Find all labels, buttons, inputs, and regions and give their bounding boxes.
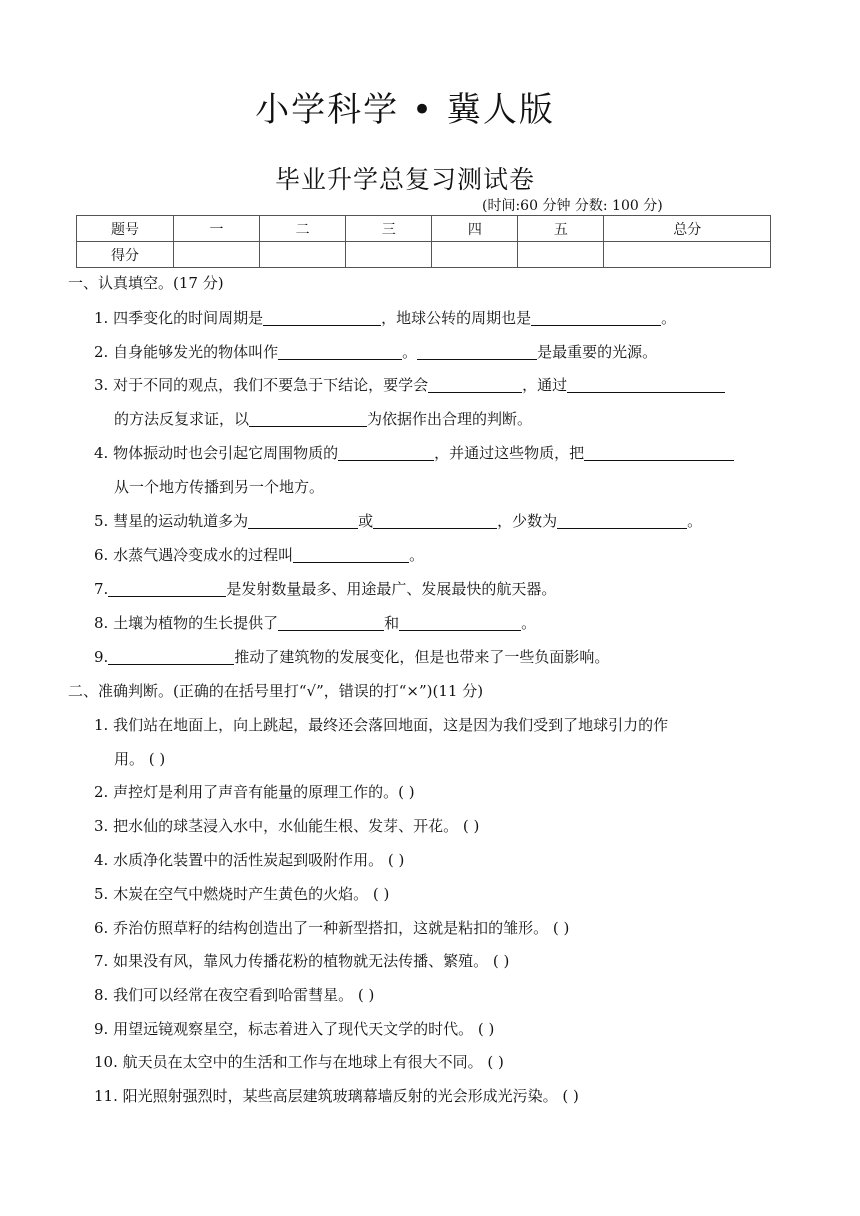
answer-blank[interactable] [248, 512, 358, 529]
answer-blank[interactable] [417, 343, 537, 360]
answer-blank[interactable] [278, 614, 384, 631]
score-table-header-row [77, 216, 771, 242]
score-cell[interactable] [346, 242, 432, 268]
judge-question: 9. 用望远镜观察星空，标志着进入了现代天文学的时代。 ( ) [94, 1020, 495, 1038]
question-text: ，地球公转的周期也是 [381, 309, 532, 327]
question-text: 7. [94, 580, 109, 598]
question-text: 。 [409, 546, 425, 564]
question-text: 3. 对于不同的观点，我们不要急于下结论，要学会 [94, 376, 429, 394]
fill-question-3 [94, 374, 725, 395]
question-text: 6. 水蒸气遇冷变成水的过程叫 [94, 546, 294, 564]
question-text: 1. 四季变化的时间周期是 [94, 309, 264, 327]
answer-blank[interactable] [108, 580, 226, 597]
question-text: 5. 彗星的运动轨道多为 [94, 512, 249, 530]
answer-blank[interactable] [249, 410, 367, 427]
score-header-cell: 四 [432, 216, 518, 242]
score-header-cell: 三 [346, 216, 432, 242]
score-header-cell: 一 [174, 216, 260, 242]
judge-question: 5. 木炭在空气中燃烧时产生黄色的火焰。 ( ) [94, 885, 390, 903]
answer-blank[interactable] [108, 648, 234, 665]
judge-question: 7. 如果没有风，靠风力传播花粉的植物就无法传播、繁殖。 ( ) [94, 952, 510, 970]
fill-question-5 [94, 510, 702, 531]
exam-time-score-info: (时间:60 分钟 分数: 100 分) [482, 198, 663, 214]
answer-blank[interactable] [557, 512, 687, 529]
score-cell[interactable] [432, 242, 518, 268]
question-text: 的方法反复求证，以 [114, 410, 250, 428]
score-row-label: 得分 [77, 242, 174, 268]
question-text: 是最重要的光源。 [537, 343, 658, 361]
score-cell[interactable] [518, 242, 604, 268]
section-2-heading: 二、准确判断。(正确的在括号里打“√”，错误的打“×”)(11 分) [68, 682, 484, 700]
judge-question: 3. 把水仙的球茎浸入水中，水仙能生根、发芽、开花。 ( ) [94, 817, 480, 835]
question-text: 。 [661, 309, 677, 327]
answer-blank[interactable] [278, 343, 402, 360]
judge-question: 2. 声控灯是利用了声音有能量的原理工作的。( ) [94, 783, 415, 801]
fill-question-6 [94, 544, 424, 565]
question-text: ，并通过这些物质，把 [434, 444, 585, 462]
fill-question-3-continued [114, 408, 532, 429]
question-text: 2. 自身能够发光的物体叫作 [94, 343, 279, 361]
question-text: 是发射数量最多、用途最广、发展最快的航天器。 [226, 580, 557, 598]
answer-blank[interactable] [338, 444, 434, 461]
fill-question-4 [94, 442, 734, 463]
fill-question-1 [94, 307, 676, 328]
question-text: 为依据作出合理的判断。 [367, 410, 533, 428]
score-header-cell: 总分 [604, 216, 771, 242]
fill-question-4-continued: 从一个地方传播到另一个地方。 [114, 478, 325, 496]
answer-blank[interactable] [428, 376, 522, 393]
score-header-cell: 五 [518, 216, 604, 242]
score-table-score-row [77, 242, 771, 268]
judge-question: 6. 乔治仿照草籽的结构创造出了一种新型搭扣，这就是粘扣的雏形。 ( ) [94, 919, 570, 937]
answer-blank[interactable] [399, 614, 521, 631]
score-cell[interactable] [604, 242, 771, 268]
fill-question-8 [94, 612, 536, 633]
judge-question: 11. 阳光照射强烈时，某些高层建筑玻璃幕墙反射的光会形成光污染。 ( ) [94, 1087, 579, 1105]
question-text: ，少数为 [497, 512, 558, 530]
fill-question-9 [94, 646, 609, 667]
question-text: 或 [358, 512, 374, 530]
judge-question-continued: 用。 ( ) [114, 750, 166, 768]
question-text: 9. [94, 648, 109, 666]
question-text: ，通过 [522, 376, 568, 394]
answer-blank[interactable] [531, 309, 661, 326]
question-text: 8. 土壤为植物的生长提供了 [94, 614, 279, 632]
judge-question: 1. 我们站在地面上，向上跳起，最终还会落回地面，这是因为我们受到了地球引力的作 [94, 716, 669, 734]
answer-blank[interactable] [567, 376, 725, 393]
section-1-heading: 一、认真填空。(17 分) [68, 274, 224, 292]
judge-question: 10. 航天员在太空中的生活和工作与在地球上有很大不同。 ( ) [94, 1053, 504, 1071]
fill-question-7 [94, 578, 556, 599]
answer-blank[interactable] [584, 444, 734, 461]
answer-blank[interactable] [293, 546, 409, 563]
exam-subtitle: 毕业升学总复习测试卷 [274, 165, 535, 194]
judge-question: 4. 水质净化装置中的活性炭起到吸附作用。 ( ) [94, 851, 405, 869]
question-text: 。 [521, 614, 537, 632]
question-text: 4. 物体振动时也会引起它周围物质的 [94, 444, 339, 462]
score-cell[interactable] [260, 242, 346, 268]
question-text: 和 [384, 614, 400, 632]
page-title: 小学科学 • 冀人版 [255, 90, 555, 130]
score-header-cell: 二 [260, 216, 346, 242]
answer-blank[interactable] [263, 309, 381, 326]
question-text: 推动了建筑物的发展变化，但是也带来了一些负面影响。 [234, 648, 610, 666]
answer-blank[interactable] [373, 512, 497, 529]
score-table [76, 215, 771, 268]
judge-question: 8. 我们可以经常在夜空看到哈雷彗星。 ( ) [94, 986, 375, 1004]
question-text: 。 [687, 512, 703, 530]
question-text: 。 [402, 343, 418, 361]
score-cell[interactable] [174, 242, 260, 268]
score-header-cell: 题号 [77, 216, 174, 242]
fill-question-2 [94, 341, 657, 362]
